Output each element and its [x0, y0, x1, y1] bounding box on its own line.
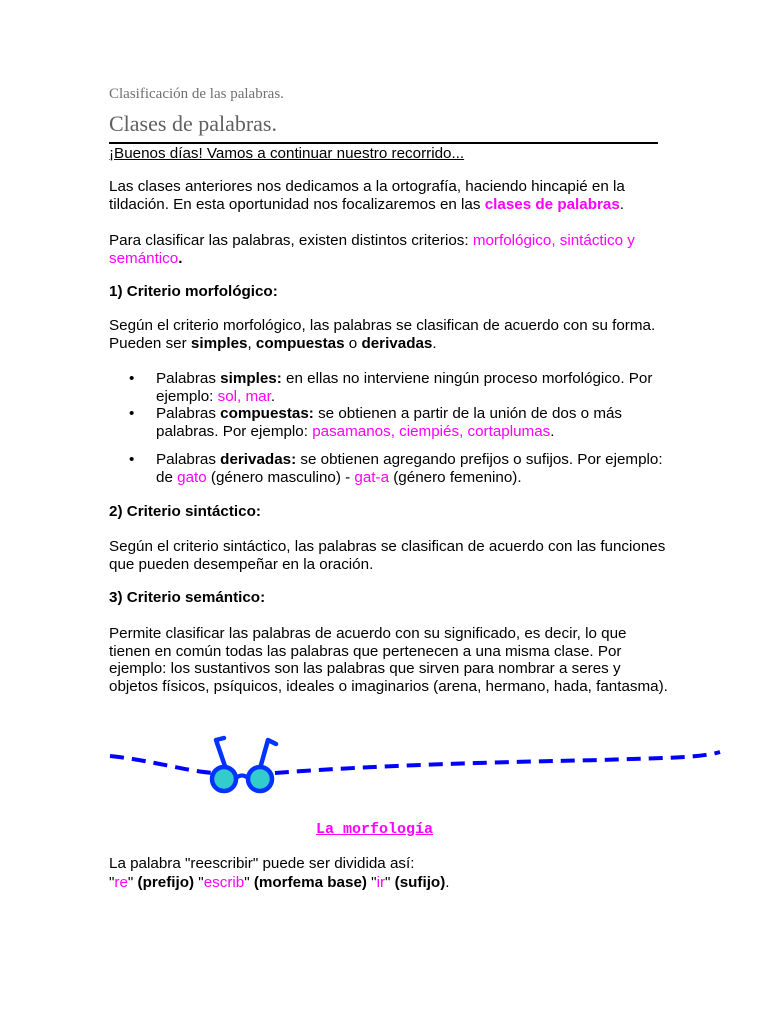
highlight-clases: clases de palabras [484, 195, 620, 213]
list-item-text [156, 451, 669, 486]
intro-paragraph [109, 178, 669, 213]
bold-term: simples: [220, 370, 282, 387]
highlight-criteria: morfológico, sintáctico y semántico [109, 232, 635, 267]
list-item-compuestas [129, 405, 669, 440]
heading-morfologico: 1) Criterio morfológico: [109, 283, 278, 300]
section-kicker: Clasificación de las palabras. [109, 86, 284, 102]
comma: , [247, 334, 256, 352]
bold-term: derivadas: [220, 451, 297, 468]
dashed-divider [110, 752, 720, 773]
morfologia-title: La morfología [316, 821, 434, 838]
quote: " [366, 874, 377, 891]
description: se obtienen a partir de la unión de dos o más palabras. Por ejemplo: [156, 405, 623, 440]
term-compuestas: compuestas [255, 334, 345, 352]
example: pasamanos, ciempiés, cortaplumas [312, 422, 551, 440]
period: . [178, 249, 183, 267]
criteria-paragraph [109, 232, 669, 267]
description-mid: (género masculino) - [206, 468, 355, 486]
bullet-icon: • [129, 451, 135, 468]
segment-sufijo: ir [376, 874, 386, 891]
bold-term: compuestas: [220, 405, 314, 422]
quote: " [244, 874, 254, 891]
example: gato [177, 468, 207, 486]
page-title: Clases de palabras. [109, 111, 277, 136]
intro-text: Las clases anteriores nos dedicamos a la ortografía, haciendo hincapié en la tildación. En esta oportunidad nos focalizaremos en las [109, 178, 625, 213]
lead-text: Palabras [156, 370, 221, 387]
semantico-paragraph: Permite clasificar las palabras de acuerdo con su significado, es decir, lo que tienen en común todas las palabras que pertenecen a una misma clase. Por ejemplo: los sustantivos son las palabras que sirven para nombrar a seres y objetos físicos, psíquicos, ideales o imaginarios (arena, hermano, hada, fantasma). [109, 625, 668, 695]
list-item-simples [129, 370, 669, 405]
term-simples: simples [190, 334, 248, 352]
period: . [445, 874, 450, 891]
quote: " [109, 874, 115, 891]
quote: " [127, 874, 138, 891]
criteria-text: Para clasificar las palabras, existen distintos criterios: [109, 232, 473, 249]
greeting-text: ¡Buenos días! Vamos a continuar nuestro recorrido... [109, 145, 465, 162]
conjunction: o [344, 334, 362, 352]
lead-text: Palabras [156, 405, 221, 422]
example-2: gat-a [354, 468, 390, 486]
morfologico-text: Según el criterio morfológico, las palabras se clasifican de acuerdo con su forma. Pueden ser [109, 317, 656, 352]
description: se obtienen agregando prefijos o sufijos. Por ejemplo: de [156, 451, 663, 486]
quote: " [194, 874, 204, 891]
list-item-text [156, 370, 669, 405]
list-item-text [156, 405, 669, 440]
sintactico-paragraph: Según el criterio sintáctico, las palabras se clasifican de acuerdo con las funciones que pueden desempeñar en la oración. [109, 538, 666, 573]
lead-text: Palabras [156, 451, 221, 468]
label-sufijo: (sufijo) [394, 874, 446, 891]
morfologia-line-2 [109, 874, 669, 892]
quote: " [385, 874, 395, 891]
label-morfema: (morfema base) [253, 874, 367, 891]
morfologico-paragraph [109, 317, 669, 352]
segment-morfema: escrib [203, 874, 245, 891]
bullet-icon: • [129, 405, 135, 422]
bullet-icon: • [129, 370, 135, 387]
title-rule [109, 142, 658, 144]
period: . [550, 422, 555, 440]
description-end: (género femenino). [389, 468, 522, 486]
term-derivadas: derivadas [361, 334, 433, 352]
morfologia-line-1: La palabra "reescribir" puede ser dividida así: [109, 855, 415, 872]
example: sol, mar [217, 387, 271, 405]
label-prefijo: (prefijo) [137, 874, 195, 891]
heading-semantico: 3) Criterio semántico: [109, 589, 266, 606]
list-item-derivadas [129, 451, 669, 486]
decorative-divider [0, 720, 768, 810]
description: en ellas no interviene ningún proceso morfológico. Por ejemplo: [156, 370, 653, 405]
glasses-icon [212, 738, 276, 791]
segment-prefijo: re [114, 874, 128, 891]
period: . [270, 387, 276, 405]
period: . [432, 334, 437, 352]
heading-sintactico: 2) Criterio sintáctico: [109, 503, 261, 520]
period: . [619, 195, 625, 213]
